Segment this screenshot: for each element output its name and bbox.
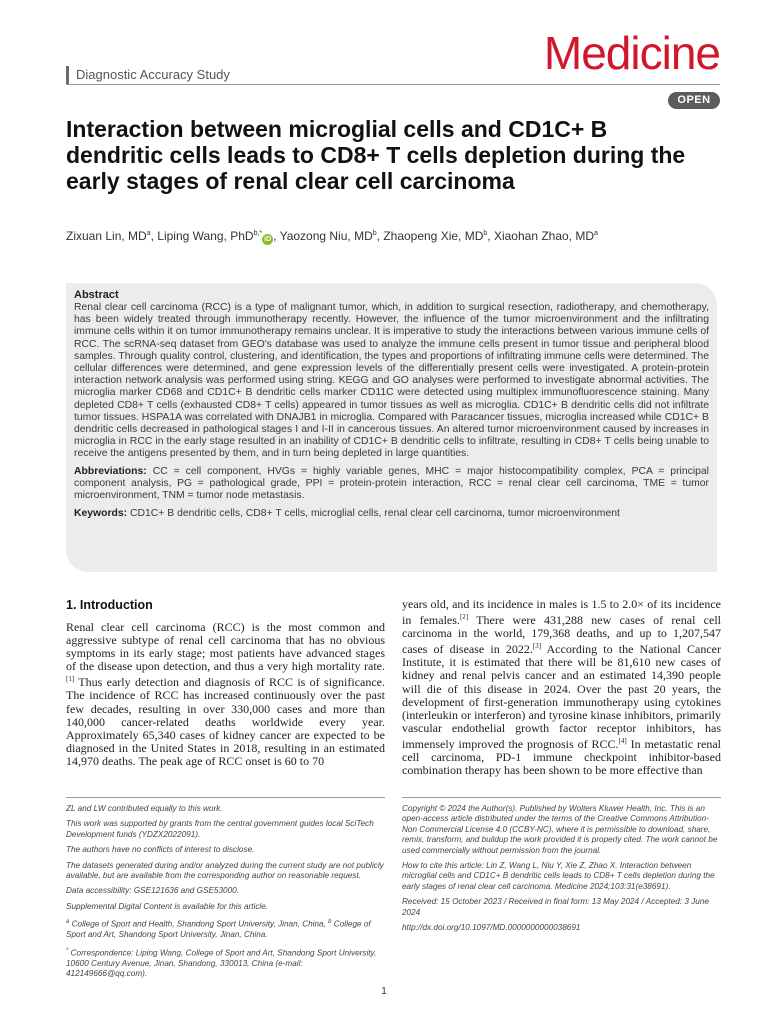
body-column-left — [66, 598, 385, 768]
footnote: Supplemental Digital Content is available for this article. — [66, 901, 269, 911]
author-affiliation-mark: a — [594, 230, 598, 237]
header-divider — [66, 84, 720, 85]
section-heading-introduction: 1. Introduction — [66, 598, 153, 612]
abstract-heading: Abstract — [74, 289, 119, 301]
abbreviations-text: CC = cell component, HVGs = highly variable genes, MHC = major histocompatibility complex, PCA = principal component analysis, PG = pathological grade, PPI = protein-protein interaction, RCC = renal clear cell carcinoma, TME = tumor microenvironment, TNM = tumor node metastasis. — [74, 465, 709, 502]
open-access-badge: OPEN — [668, 92, 720, 109]
author-name[interactable]: Zixuan Lin, MD — [66, 229, 147, 243]
keywords-label: Keywords: — [74, 508, 128, 520]
citation-link[interactable]: [1] — [66, 675, 75, 684]
abbreviations-label: Abbreviations: — [74, 465, 147, 477]
footnotes-right — [402, 804, 721, 938]
orcid-icon[interactable]: iD — [264, 236, 272, 243]
footnote: Data accessibility: GSE121636 and GSE53000. — [66, 886, 239, 896]
footnote-divider — [66, 797, 385, 798]
copyright-notice: Copyright © 2024 the Author(s). Published by Wolters Kluwer Health, Inc. This is an open-access article distributed under the terms of the Creative Commons Attribution-Non Commercial License 4.0 (CCBY-NC), where it is permissible to download, share, remix, transform, and buildup the work provided it is properly cited. The work cannot be used commercially without permission from the journal. — [402, 804, 718, 855]
footnote-affiliations: $^a$ College of Sport and Health, Shandong Sport University, Jinan, China, $^b$ College of Sport and Art, Shandong Sport University, Jinan, China. — [66, 919, 371, 940]
abstract-box — [66, 283, 717, 572]
author-affiliation-mark: b — [372, 230, 377, 237]
received-dates: Received: 15 October 2023 / Received in final form: 13 May 2024 / Accepted: 3 June 2024 — [402, 897, 709, 917]
article-title: Interaction between microglial cells and CD1C+ B dendritic cells leads to CD8+ T cells depletion during the early stages of renal clear cell carcinoma — [66, 116, 686, 194]
author-affiliation-mark: b,* — [253, 230, 263, 237]
author-name[interactable]: Yaozong Niu, MD — [279, 229, 373, 243]
author-name[interactable]: Zhaopeng Xie, MD — [383, 229, 484, 243]
journal-logo: Medicine — [543, 27, 720, 79]
footnote: ZL and LW contributed equally to this work. — [66, 804, 223, 813]
section-label: Diagnostic Accuracy Study — [66, 66, 230, 84]
abbreviations — [74, 466, 709, 503]
footnote: The authors have no conflicts of interest to disclose. — [66, 845, 255, 855]
doi-link[interactable]: http://dx.doi.org/10.1097/MD.0000000000038691 — [402, 923, 581, 933]
footnote-divider — [402, 797, 721, 798]
author-name[interactable]: Liping Wang, PhD — [157, 229, 254, 243]
footnote: The datasets generated during and/or analyzed during the current study are not publicly available, but are available from the corresponding author on reasonable request. — [66, 860, 384, 881]
author-affiliation-mark: b — [483, 230, 488, 237]
citation-link[interactable]: [4] — [618, 736, 627, 745]
citation-link[interactable]: [2] — [459, 613, 469, 622]
author-name[interactable]: Xiaohan Zhao, MD — [493, 229, 595, 243]
citation-link[interactable]: [3] — [532, 642, 542, 651]
keywords-text: CD1C+ B dendritic cells, CD8+ T cells, microglial cells, renal clear cell carcinoma, tumor microenvironment — [130, 508, 620, 520]
body-paragraph: years old, and its incidence in males is 1.5 to 2.0× of its incidence in females.[2] There were 431,288 new cases of renal cell carcinoma in the world, 179,368 deaths, and up to 1,207,547 cases of disease in 2022.[3] According to the National Cancer Institute, it is estimated that there will be 81,610 new cases of kidney and renal pelvis cancer and an estimated 14,390 people will die of this disease in 2024. Over the past 20 years, the development of first-generation immunotherapy using cytokines (interleukin or interferon) and tyrosine kinase inhibitors, primarily vascular endothelial growth factor receptor inhibitors, has immensely improved the prognosis of RCC.[4] In metastatic renal cell carcinoma, PD-1 immune checkpoint inhibitor-based combination therapy has been shown to be more effective than — [402, 597, 722, 778]
footnote-correspondence: * Correspondence: Liping Wang, College of Sport and Art, Shandong Sport University, 10600 Century Avenue, Jinan, Shandong, 330013, China (e-mail: 412149666@qq.com). — [66, 947, 377, 979]
citation-note: How to cite this article: Lin Z, Wang L, Niu Y, Xie Z, Zhao X. Interaction between microglial cells and CD1C+ B dendritic cells leads to CD8+ T cells depletion during the early stages of renal clear cell carcinoma. Medicine 2024;103:31(e38691). — [402, 861, 715, 891]
abstract-text: Renal clear cell carcinoma (RCC) is a type of malignant tumor, which, in addition to surgical resection, radiotherapy, and chemotherapy, has been widely treated through immunotherapy recently. However, the influence of the tumor microenvironment and the infiltrating immune cells within it on tumor immunotherapy remains unclear. It is imperative to study the interactions between various immune cells of RCC. The scRNA-seq dataset from GEO's database was used to analyze the immune cells present in tumor tissue and peripheral blood samples. Through quality control, clustering, and identification, the types and proportions of infiltrating immune cells were determined. The cellular differences were determined, and gene expression levels of the differentially present cells were investigated. A protein-protein interaction network analysis was performed using string. KEGG and GO analyses were performed to investigate abnormal activities. The microglia marker CD68 and CD1C+ B dendritic cells marker CD11C were detected using multiplex immunofluorescence staining. Many depleted CD8+ T cells (exhausted CD8+ T cells) appeared in tumor tissues as well as microglia. CD1C+ B dendritic cells did not infiltrate tumor tissues. HSPA1A was correlated with DNAJB1 in microglia. Compared with Paracancer tissues, microglia increased while CD1C+ B dendritic cells decreased in pathological stages I and I-II in cancerous tissues. An altered tumor microenvironment caused by increases in microglia in RCC in the early stage resulted in an inability of CD1C+ B dendritic cells to infiltrate, resulting in CD8+ T cells being unable to receive the antigens presented by them, and in turn being depleted in large quantities. — [74, 302, 709, 460]
body-column-right — [402, 598, 721, 777]
author-list: Zixuan Lin, $MD^a$, Liping Wang, PhD$^{b,*}$iD , Yaozong Niu, $MD^b$, Zhaopeng Xie, $MD^b$, Xiaohan Zhao, $MD^a$ — [66, 229, 598, 243]
keywords — [74, 508, 709, 520]
author-affiliation-mark: a — [146, 230, 151, 237]
page-number: 1 — [381, 986, 387, 997]
footnote: This work was supported by grants from the central government guides local SciTech Development funds (YDZX2022091). — [66, 819, 374, 839]
body-paragraph: Renal clear cell carcinoma (RCC) is the most common and aggressive subtype of renal cell carcinoma that has no obvious symptoms in its early stage; most patients have advanced stages of the disease upon detection, and thus a very high mortality rate.[1] Thus early detection and diagnosis of RCC is of significance. The incidence of RCC has increased continuously over the past few decades, resulting in over 330,000 cases and more than 140,000 cancer-related deaths worldwide every year. Approximately 65,340 cases of kidney cancer are expected to be diagnosed in the United States in 2018, resulting in an estimated 14,970 deaths. The peak age of RCC onset is 60 to 70 — [66, 620, 385, 768]
footnotes-left — [66, 804, 385, 985]
